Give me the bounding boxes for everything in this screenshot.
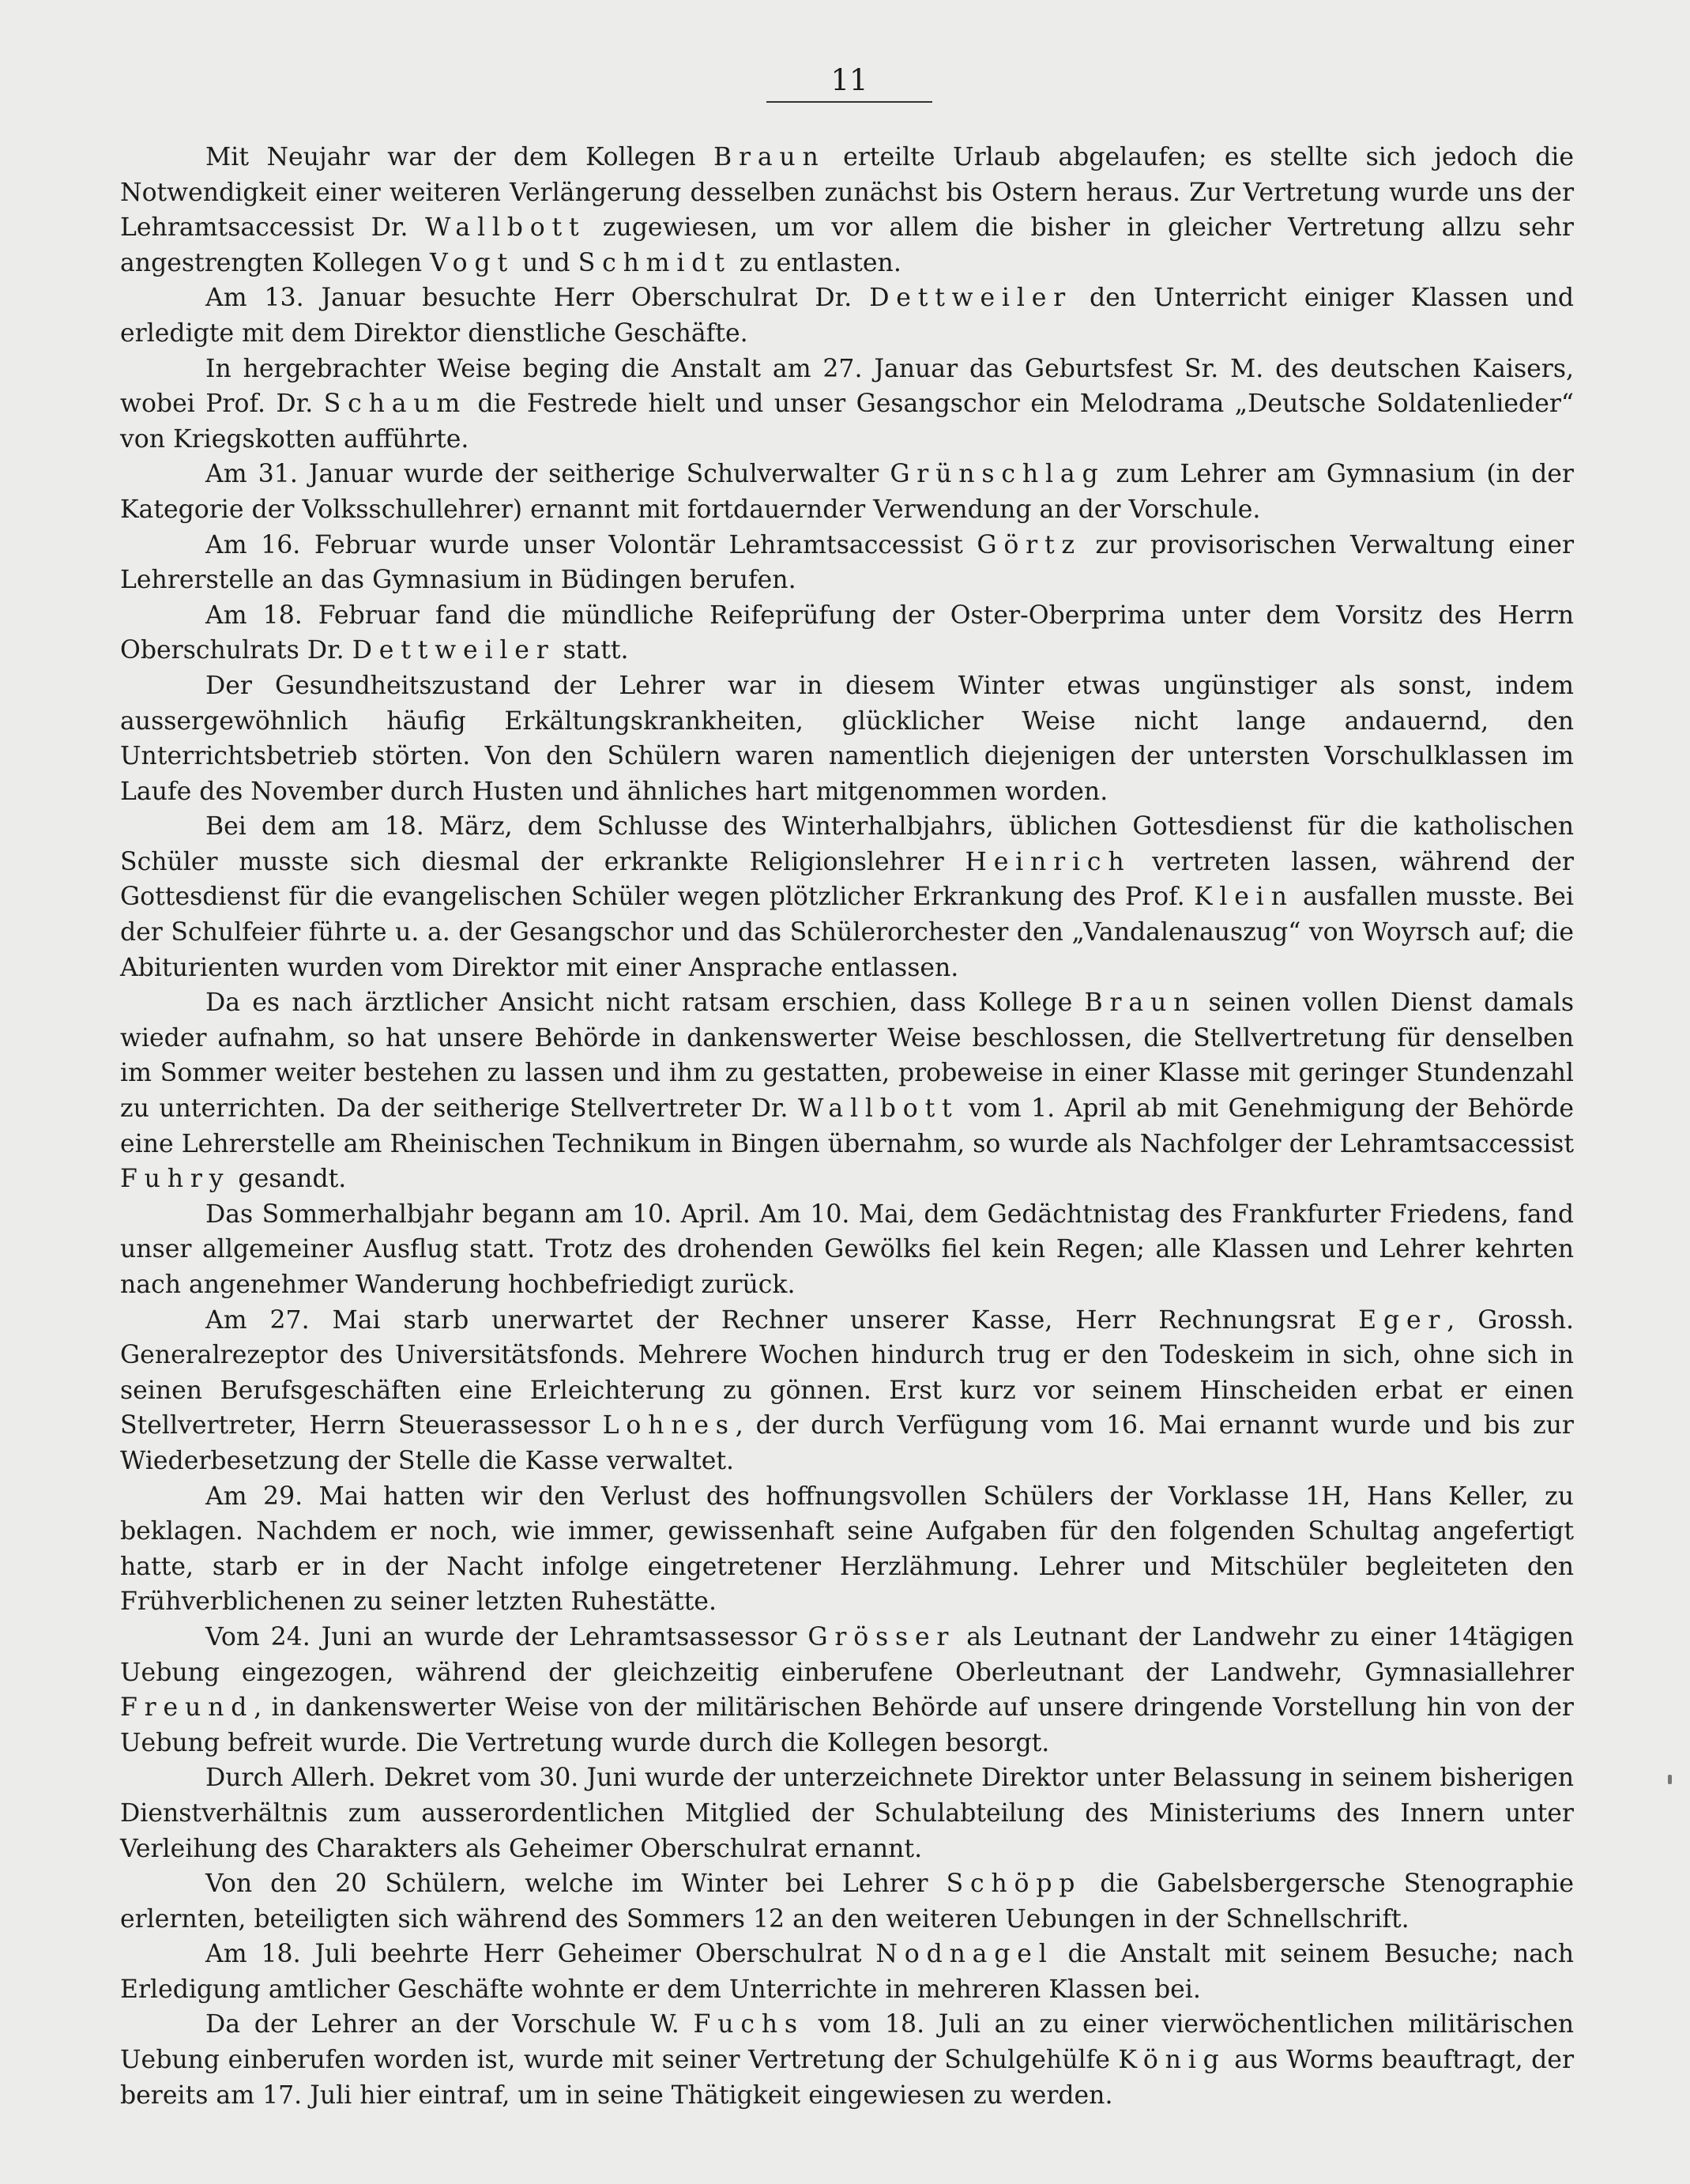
- text-run: zu entlasten.: [731, 248, 901, 277]
- text-run: Am 18. Februar fand die mündliche Reifeprüfung der Oster-Oberprima unter dem Vorsitz des Herrn Oberschulrats Dr.: [120, 601, 1574, 665]
- paragraph: [120, 457, 1574, 527]
- person-name: Wallbott: [424, 213, 586, 243]
- person-name: Görtz: [977, 530, 1082, 559]
- text-run: Da es nach ärztlicher Ansicht nicht ratsam erschien, dass Kollege: [205, 988, 1085, 1018]
- person-name: Schmidt: [578, 248, 732, 277]
- paragraph: [120, 668, 1574, 809]
- body-text: [120, 140, 1574, 2113]
- person-name: Freund: [120, 1693, 254, 1723]
- text-run: Am 18. Juli beehrte Herr Geheimer Oberschulrat: [205, 1940, 876, 1969]
- text-run: Am 16. Februar wurde unser Volontär Lehramtsaccessist: [205, 530, 977, 559]
- paragraph: [120, 1303, 1574, 1479]
- text-run: statt.: [555, 636, 629, 665]
- person-name: Fuchs: [693, 2010, 804, 2039]
- text-run: gesandt.: [230, 1165, 347, 1194]
- text-run: Das Sommerhalbjahr begann am 10. April. Am 10. Mai, dem Gedächtnistag des Frankfurter Friedens, fand unser allgemeiner Ausflug statt. Trotz des drohenden Gewölks fiel kein Regen; alle Klassen und Lehrer kehrten nach angenehmer Wanderung hochbefriedigt zurück.: [120, 1199, 1574, 1299]
- text-run: , der durch Verfügung vom 16. Mai ernannt wurde und bis zur Wiederbesetzung der Stelle die Kasse verwaltet.: [120, 1411, 1574, 1475]
- text-run: die Anstalt mit seinem Besuche; nach Erledigung amtlicher Geschäfte wohnte er dem Unterrichte in mehreren Klassen bei.: [120, 1940, 1574, 2004]
- text-run: vom 1. April ab mit Genehmigung der Behörde eine Lehrerstelle am Rheinischen Technikum in Bingen übernahm, so wurde als Nachfolger der Lehramtsaccessist: [120, 1094, 1575, 1158]
- text-run: In hergebrachter Weise beging die Anstalt am 27. Januar das Geburtsfest Sr. M. des deutschen Kaisers, wobei Prof. Dr.: [120, 354, 1574, 419]
- text-run: die Festrede hielt und unser Gesangschor ein Melodrama „Deutsche Soldatenlieder“ von Kriegskotten aufführte.: [120, 390, 1574, 454]
- text-run: Bei dem am 18. März, dem Schlusse des Winterhalbjahrs, üblichen Gottesdienst für die katholischen Schüler musste sich diesmal der erkrankte Religionslehrer: [120, 812, 1574, 876]
- text-run: und: [514, 248, 578, 277]
- text-run: den Unterricht einiger Klassen und erledigte mit dem Direktor dienstliche Geschäfte.: [120, 284, 1574, 348]
- paragraph: [120, 281, 1574, 351]
- text-run: als Leutnant der Landwehr zu einer 14tägigen Uebung eingezogen, während der gleichzeitig einberufene Oberleutnant der Landwehr, Gymnasiallehrer: [120, 1622, 1574, 1687]
- text-run: vom 18. Juli an zu einer vierwöchentlichen militärischen Uebung einberufen worden ist, wurde mit seiner Vertretung der Schulgehülfe: [120, 2010, 1574, 2075]
- paragraph: [120, 1620, 1574, 1760]
- person-name: Grünschlag: [890, 460, 1105, 489]
- person-name: Nodnagel: [875, 1940, 1054, 1969]
- paragraph: [120, 352, 1574, 458]
- paper-speck: [1668, 1775, 1672, 1784]
- person-name: Dettweiler: [869, 284, 1073, 313]
- paragraph: [120, 528, 1574, 598]
- person-name: Heinrich: [965, 847, 1131, 876]
- text-run: aus Worms beauftragt, der bereits am 17. Juli hier eintraf, um in seine Thätigkeit eingewiesen zu werden.: [120, 2046, 1574, 2110]
- person-name: Lohnes: [602, 1411, 736, 1440]
- text-run: , Grossh. Generalrezeptor des Universitätsfonds. Mehrere Wochen hindurch trug er den Todeskeim in sich, ohne sich in seinen Berufsgeschäften eine Erleichterung zu gönnen. Erst kurz vor seinem Hinscheiden erbat er einen Stellvertreter, Herrn Steuerassessor: [120, 1305, 1575, 1440]
- person-name: Braun: [713, 143, 826, 171]
- text-run: Mit Neujahr war der dem Kollegen: [205, 143, 713, 171]
- text-run: seinen vollen Dienst damals wieder aufnahm, so hat unsere Behörde in dankenswerter Weise beschlossen, die Stellvertretung für denselben im Sommer weiter bestehen zu lassen und ihm zu gestatten, probeweise in einer Klasse mit geringer Stundenzahl zu unterrichten. Da der seitherige Stellvertreter Dr.: [120, 988, 1574, 1124]
- person-name: Dettweiler: [352, 636, 555, 665]
- paragraph: [120, 1760, 1574, 1866]
- text-run: , in dankenswerter Weise von der militärischen Behörde auf unsere dringende Vorstellung hin von der Uebung befreit wurde. Die Vertretung wurde durch die Kollegen besorgt.: [120, 1693, 1574, 1757]
- text-run: zum Lehrer am Gymnasium (in der Kategorie der Volksschullehrer) ernannt mit fortdauernder Verwendung an der Vorschule.: [120, 460, 1574, 524]
- person-name: Schöpp: [946, 1870, 1082, 1899]
- paragraph: [120, 985, 1574, 1197]
- person-name: König: [1118, 2046, 1226, 2075]
- person-name: Fuhry: [120, 1165, 231, 1194]
- person-name: Eger: [1358, 1305, 1447, 1335]
- text-run: vertreten lassen, während der Gottesdienst für die evangelischen Schüler wegen plötzlicher Erkrankung des Prof.: [120, 847, 1574, 912]
- text-run: Durch Allerh. Dekret vom 30. Juni wurde der unterzeichnete Direktor unter Belassung in seinem bisherigen Dienstverhältnis zum ausserordentlichen Mitglied der Schulabteilung des Ministeriums des Innern unter Verleihung des Charakters als Geheimer Oberschulrat ernannt.: [120, 1764, 1574, 1863]
- text-run: die Gabelsbergersche Stenographie erlernten, beteiligten sich während des Sommers 12 an den weiteren Uebungen in der Schnellschrift.: [120, 1870, 1574, 1934]
- text-run: zugewiesen, um vor allem die bisher in gleicher Vertretung allzu sehr angestrengten Kollegen: [120, 213, 1574, 277]
- paragraph: [120, 140, 1574, 281]
- text-run: Am 27. Mai starb unerwartet der Rechner unserer Kasse, Herr Rechnungsrat: [205, 1305, 1359, 1335]
- person-name: Schaum: [323, 390, 468, 419]
- paragraph: [120, 809, 1574, 985]
- person-name: Klein: [1193, 883, 1294, 912]
- text-run: Da der Lehrer an der Vorschule W.: [205, 2010, 694, 2039]
- text-run: zur provisorischen Verwaltung einer Lehrerstelle an das Gymnasium in Büdingen berufen.: [120, 530, 1575, 595]
- person-name: Vogt: [430, 248, 514, 277]
- person-name: Grösser: [807, 1622, 956, 1651]
- paragraph: [120, 1937, 1574, 2007]
- text-run: Am 29. Mai hatten wir den Verlust des hoffnungsvollen Schülers der Vorklasse 1H, Hans Keller, zu beklagen. Nachdem er noch, wie immer, gewissenhaft seine Aufgaben für den folgenden Schultag angefertigt hatte, starb er in der Nacht infolge eingetretener Herzlähmung. Lehrer und Mitschüler begleiteten den Frühverblichenen zu seiner letzten Ruhestätte.: [120, 1482, 1574, 1617]
- text-run: ausfallen musste. Bei der Schulfeier führte u. a. der Gesangschor und das Schülerorchester den „Vandalenauszug“ von Woyrsch auf; die Abiturienten wurden vom Direktor mit einer Ansprache entlassen.: [120, 883, 1575, 982]
- text-run: Von den 20 Schülern, welche im Winter bei Lehrer: [205, 1870, 947, 1899]
- person-name: Wallbott: [797, 1094, 959, 1124]
- text-run: Vom 24. Juni an wurde der Lehramtsassessor: [205, 1622, 808, 1651]
- text-run: Am 31. Januar wurde der seitherige Schulverwalter: [205, 460, 890, 489]
- person-name: Braun: [1084, 988, 1197, 1018]
- paragraph: [120, 598, 1574, 668]
- paragraph: [120, 1197, 1574, 1303]
- text-run: erteilte Urlaub abgelaufen; es stellte sich jedoch die Notwendigkeit einer weiteren Verlängerung desselben zunächst bis Ostern heraus. Zur Vertretung wurde uns der Lehramtsaccessist Dr.: [120, 143, 1574, 243]
- paragraph: [120, 1866, 1574, 1937]
- paragraph: [120, 2007, 1574, 2113]
- page-number: 11: [766, 63, 932, 103]
- paragraph: [120, 1479, 1574, 1620]
- text-run: Der Gesundheitszustand der Lehrer war in diesem Winter etwas ungünstiger als sonst, indem aussergewöhnlich häufig Erkältungskrankheiten, glücklicher Weise nicht lange andauernd, den Unterrichtsbetrieb störten. Von den Schülern waren namentlich diejenigen der untersten Vorschulklassen im Laufe des November durch Husten und ähnliches hart mitgenommen worden.: [120, 671, 1574, 806]
- text-run: Am 13. Januar besuchte Herr Oberschulrat Dr.: [205, 284, 870, 313]
